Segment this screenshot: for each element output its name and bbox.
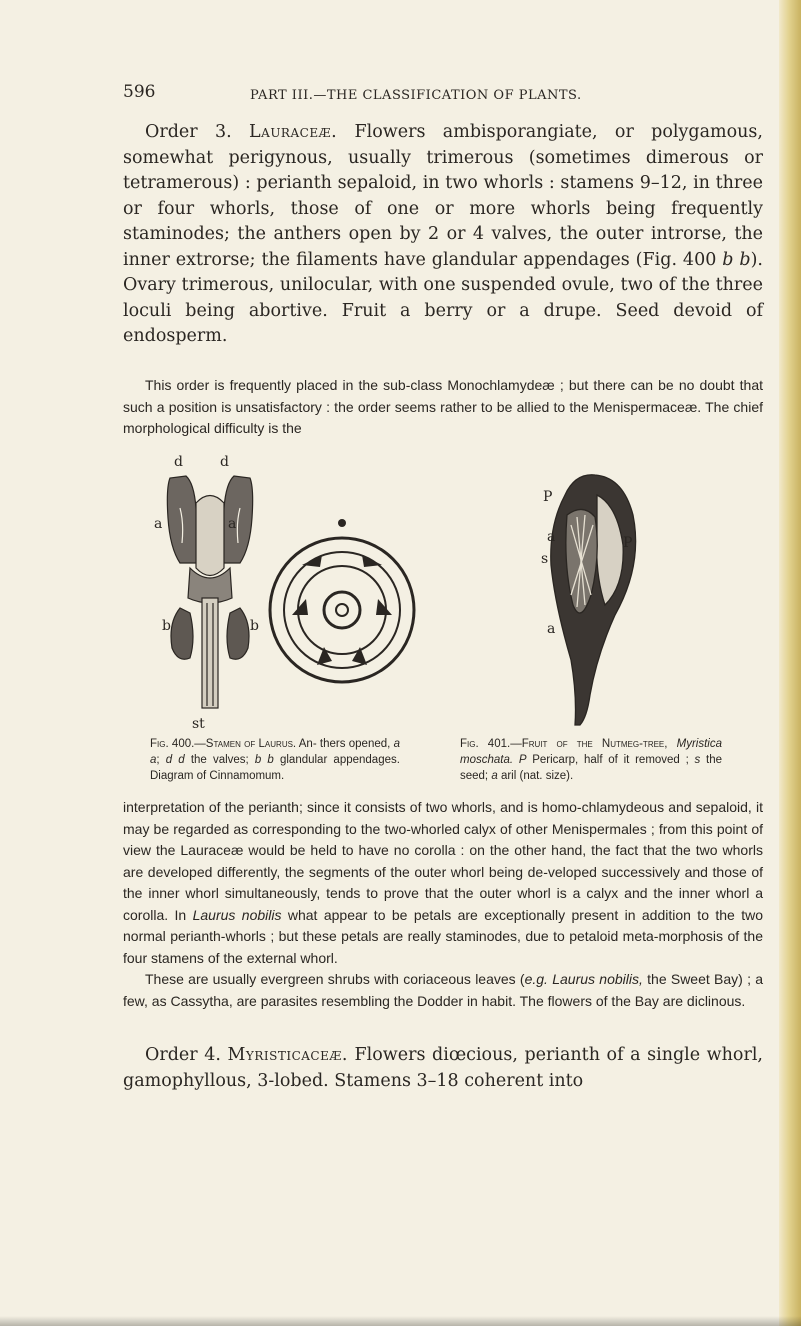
order3-paragraph [123,120,763,350]
fig400-caption-dd: d d [165,754,185,766]
fig400-caption-lead: Fig. 400.—Stamen of Laurus. [150,738,297,750]
fig400-stamen-drawing [150,448,270,736]
order3-family: Lauraceæ. [249,122,338,142]
fig401-label-a-bottom: a [547,621,556,637]
stamen-anther [167,476,252,603]
fig401-label-p-top: P [543,489,553,505]
fig401-caption-a: a [491,770,498,782]
note-paragraph-2 [123,797,763,1012]
fig400-label-a-left: a [154,516,163,532]
note1-text: This order is frequently placed in the sub-class Monochlamydeæ ; but there can be no doubt that such a position is unsatisfactory : the order seems rather to be allied to the Menispermaceæ. The chief morphological difficulty is the [123,377,763,436]
fig401-label-a-top: a [547,529,556,545]
fig400-floral-diagram [262,515,422,685]
fig401-caption-lead: Fig. 401.—Fruit of the Nutmeg-tree, [460,738,668,750]
order3-text-1: Flowers ambisporangiate, or polygamous, somewhat perigynous, usually trimerous (sometimes dimerous or tetramerous) : perianth sepaloid, in two whorls : stamens 9–12, in three or four whorls, those of one or more whorls being frequently staminodes; the anthers open by 2 or 4 valves, the outer introrse, the inner extrorse; the filaments have glandular appendages (Fig. 400 [123,122,763,270]
fig400-caption [150,736,400,784]
fig400-label-st: st [192,716,205,732]
fig401-label-s: s [541,551,549,567]
axis-dot [338,519,346,527]
note2-text-3: These are usually evergreen shrubs with coriaceous leaves ( [145,971,525,987]
fig401-caption-species: Myristica moschata. [460,738,722,766]
note-paragraph-1 [123,375,763,440]
note2-text-4: the Sweet Bay) ; a few, as Cassytha, are parasites resembling the Dodder in habit. The flowers of the Bay are diclinous. [123,971,764,1009]
fig400-label-d-right: d [220,454,229,470]
fig400-label-d-left: d [174,454,183,470]
fig400-caption-part4: glandular appendages. Diagram of Cinnamomum. [150,754,400,782]
order3-text-ref: b b [722,249,751,270]
page-edge [779,0,801,1326]
fig401-caption-part1: Pericarp, half of it removed ; [532,754,689,766]
note2-laurus-2: Laurus nobilis, [552,971,643,987]
fig401-caption-part2: the seed; [460,754,723,782]
pericarp [551,475,636,725]
fig401-caption-P: P [518,754,527,766]
note2-text-1: interpretation of the perianth; since it consists of two whorls, and is homo-chlamydeous and sepaloid, it may be regarded as corresponding to the two-whorled calyx of other Menispermales ; from this point of view the Lauraceæ would be held to have no corolla : on the other hand, the fact that the two whorls are developed differently, the segments of the outer whorl being de-veloped successively and those of the inner whorl simultaneously, tends to prove that the outer whorl is a calyx and the inner whorl a corolla. In [123,799,763,923]
fig400-caption-bb: b b [254,754,274,766]
fig400-label-b-right: b [250,618,259,634]
order3-text-2: ). Ovary trimerous, unilocular, with one suspended ovule, two of the three loculi being abortive. Fruit a berry or a drupe. Seed devoid of endosperm. [123,249,763,346]
fig401-caption [460,736,722,784]
note2-text-2: what appear to be petals are exceptionally present in addition to the two normal perianth-whorls ; but these petals are really staminodes, due to petaloid meta-morphosis of the four stamens of the external whorl. [123,906,764,966]
fig400-label-a-right: a [228,516,237,532]
fig400-caption-part3: the valves; [190,754,249,766]
fig401-nutmeg-drawing [505,455,665,733]
page-number: 596 [123,82,156,102]
fig401-caption-part3: aril (nat. size). [500,770,574,782]
fig400-caption-part2: ; [156,754,160,766]
order4-heading: Order 4. [145,1045,221,1065]
fig401-label-p-right: P [623,535,633,551]
order3-heading: Order 3. [145,122,232,142]
order4-family: Myristicaceæ. [227,1045,348,1065]
note2-laurus-1: Laurus nobilis [192,906,282,923]
order4-text: Flowers diœcious, perianth of a single whorl, gamophyllous, 3-lobed. Stamens 3–18 coherent into [123,1045,763,1091]
ovary-circle [324,592,360,628]
fig400-label-b-left: b [162,618,171,634]
stamen-filament [202,598,218,708]
fig400-caption-part1: An- thers opened, [298,738,391,750]
fig401-caption-s: s [694,754,701,766]
running-head: PART III.—THE CLASSIFICATION OF PLANTS. [250,88,582,103]
fig400-caption-aa: a a [150,738,400,766]
order4-paragraph [123,1043,763,1094]
note2-eg: e.g. [524,971,548,987]
page-bottom-shadow [0,1316,801,1326]
